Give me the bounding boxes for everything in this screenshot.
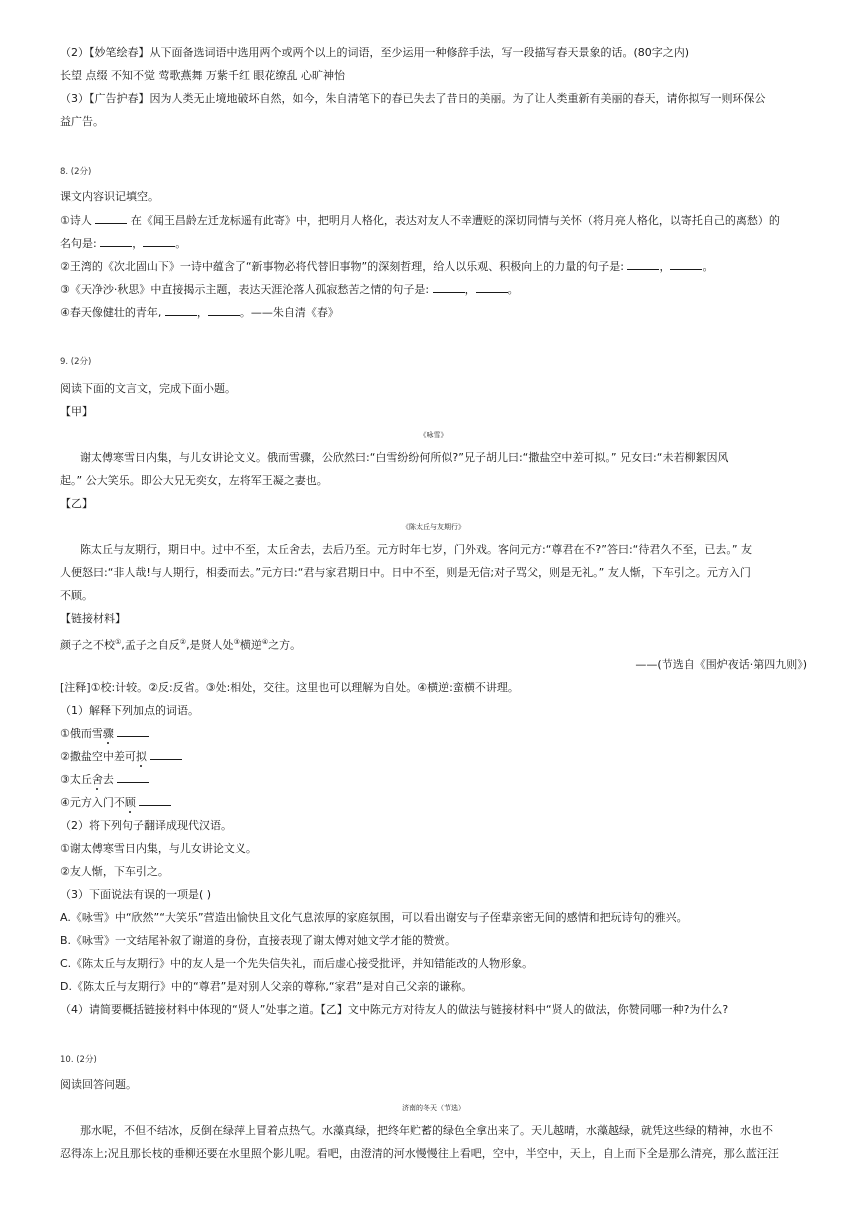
q7-word-bank: 长望 点缀 不知不觉 莺歌燕舞 万紫千红 眼花缭乱 心旷神怡 — [60, 69, 345, 82]
q9-notes: [注释]①校:计较。②反:反省。③处:相处，交往。这里也可以理解为自处。④横逆:蛮横不讲理。 — [60, 681, 519, 694]
q9-translate2: ②友人惭，下车引之。 — [60, 865, 169, 878]
q8-line5-end: 。——朱自清《春》 — [239, 306, 339, 319]
footnote-marker: ③ — [233, 638, 240, 646]
q8-line2-a: 名句是: — [60, 237, 97, 250]
q9-jia-label: 【甲】 — [60, 405, 93, 418]
dotted-word: 拟 — [135, 750, 147, 763]
q9-word3 — [60, 772, 149, 788]
link-text-part: 横逆 — [239, 638, 262, 652]
q9-link-text — [60, 634, 301, 654]
q7-item3-line2: 益广告。 — [60, 115, 104, 128]
word-text: ④元方入门不 — [60, 796, 125, 809]
word-text: ①俄而雪 — [60, 727, 103, 740]
q10-title: 济南的冬天（节选） — [402, 1104, 465, 1112]
answer-blank[interactable] — [117, 726, 149, 737]
q9-sub2: （2）将下列句子翻译成现代汉语。 — [60, 819, 232, 832]
word-text: ②撒盐空中差可 — [60, 750, 136, 763]
q9-word1 — [60, 726, 149, 742]
answer-blank[interactable] — [670, 259, 702, 270]
period: 。 — [702, 260, 714, 273]
q9-p1-line1: 谢太傅寒雪日内集，与儿女讲论文义。俄而雪骤，公欣然曰:“白雪纷纷何所似?”兄子胡儿曰:“撒盐空中差可拟。” 兄女曰:“未若柳絮因风 — [80, 451, 729, 464]
word-text: ③太丘 — [60, 773, 92, 786]
q8-line4 — [60, 282, 519, 298]
word-text: 去 — [102, 773, 114, 786]
q9-title1: 《咏雪》 — [419, 431, 448, 439]
link-text-part: 之方。 — [268, 638, 302, 652]
q8-header: 8. (2分) — [60, 167, 92, 177]
q9-option-d[interactable]: D.《陈太丘与友期行》中的“尊君”是对别人父亲的尊称,“家君”是对自己父亲的谦称。 — [60, 980, 473, 993]
q9-source: ——(节选自《围炉夜话·第四九则》) — [635, 658, 807, 671]
footnote-marker: ① — [115, 638, 122, 646]
answer-blank[interactable] — [433, 282, 465, 293]
q9-option-c[interactable]: C.《陈太丘与友期行》中的友人是一个先失信失礼，而后虚心接受批评，并知错能改的人物形象。 — [60, 957, 534, 970]
q9-link-label: 【链接材料】 — [60, 612, 126, 625]
answer-blank[interactable] — [139, 795, 171, 806]
q9-intro: 阅读下面的文言文，完成下面小题。 — [60, 382, 236, 395]
q8-line1-b: 在《闻王昌龄左迁龙标遥有此寄》中，把明月人格化，表达对友人不幸遭贬的深切同情与关怀（将月亮人格化，以寄托自己的离愁）的 — [130, 214, 780, 227]
q8-line3-a: ②王湾的《次北固山下》一诗中蕴含了“新事物必将代替旧事物”的深刻哲理，给人以乐观、积极向上的力量的句子是: — [60, 260, 624, 273]
q9-header: 9. (2分) — [60, 357, 92, 367]
period: 。 — [507, 283, 519, 296]
q9-p1-line2: 起。” 公大笑乐。即公大兄无奕女，左将军王凝之妻也。 — [60, 474, 328, 487]
answer-blank[interactable] — [476, 282, 508, 293]
q9-word2 — [60, 749, 182, 765]
q9-sub4: （4）请简要概括链接材料中体现的“贤人”处事之道。【乙】文中陈元方对待友人的做法与链接材料中“贤人的做法，你赞同哪一种?为什么? — [60, 1003, 729, 1016]
answer-blank[interactable] — [143, 236, 175, 247]
comma: ， — [464, 283, 476, 296]
q10-p-line2: 忍得冻上;况且那长枝的垂柳还要在水里照个影儿呢。看吧，由澄清的河水慢慢往上看吧，空中，半空中，天上，自上而下全是那么清亮，那么蓝汪汪 — [60, 1147, 779, 1160]
comma: ， — [659, 260, 671, 273]
q9-p2-line1: 陈太丘与友期行，期日中。过中不至，太丘舍去，去后乃至。元方时年七岁，门外戏。客问元方:“尊君在不?”答曰:“待君久不至，已去。” 友 — [80, 543, 753, 556]
q8-line5 — [60, 305, 339, 321]
q8-line5-a: ④春天像健壮的青年, — [60, 306, 162, 319]
q10-p-line1: 那水呢，不但不结冰，反倒在绿萍上冒着点热气。水藻真绿，把终年贮蓄的绿色全拿出来了。天儿越晴，水藻越绿，就凭这些绿的精神，水也不 — [80, 1124, 773, 1137]
q9-p2-line3: 不顾。 — [60, 589, 93, 602]
period: 。 — [175, 237, 187, 250]
q9-sub1: （1）解释下列加点的词语。 — [60, 704, 199, 717]
q7-item3-line1: （3）【广告护春】因为人类无止境地破坏自然，如今，朱自清笔下的春已失去了昔日的美丽。为了让人类重新有美丽的春天，请你拟写一则环保公 — [60, 92, 766, 105]
q9-option-b[interactable]: B.《咏雪》一文结尾补叙了谢道的身份，直接表现了谢太傅对她文学才能的赞赏。 — [60, 934, 457, 947]
answer-blank[interactable] — [95, 213, 127, 224]
q9-title2: 《陈太丘与友期行》 — [402, 523, 465, 531]
footnote-marker: ④ — [261, 638, 269, 646]
answer-blank[interactable] — [165, 305, 197, 316]
footnote-marker: ② — [179, 638, 187, 646]
q9-p2-line2: 人便怒曰:“非人哉!与人期行，相委而去。”元方曰:“君与家君期日中。日中不至，则是无信;对子骂父，则是无礼。” 友人惭，下车引之。元方入门 — [60, 566, 751, 579]
dotted-word: 顾 — [124, 796, 136, 809]
q8-line1-a: ①诗人 — [60, 214, 92, 227]
answer-blank[interactable] — [150, 749, 182, 760]
link-text-part: ,是贤人处 — [186, 638, 234, 652]
q8-intro: 课文内容识记填空。 — [60, 190, 159, 203]
q9-option-a[interactable]: A.《咏雪》中“欣然”“大笑乐”营造出愉快且文化气息浓厚的家庭氛围，可以看出谢安与子侄辈亲密无间的感情和把玩诗句的雅兴。 — [60, 911, 688, 924]
q9-word4 — [60, 795, 171, 811]
answer-blank[interactable] — [208, 305, 240, 316]
answer-blank[interactable] — [117, 772, 149, 783]
q7-item2: （2）【妙笔绘春】从下面备选词语中选用两个或两个以上的词语，至少运用一种修辞手法，写一段描写春天景象的话。(80字之内) — [60, 46, 690, 59]
q8-line2 — [60, 236, 186, 252]
q8-line4-a: ③《天净沙·秋思》中直接揭示主题，表达天涯沦落人孤寂愁苦之情的句子是: — [60, 283, 430, 296]
dotted-word: 舍 — [91, 773, 103, 786]
answer-blank[interactable] — [627, 259, 659, 270]
answer-blank[interactable] — [100, 236, 132, 247]
q10-intro: 阅读回答问题。 — [60, 1078, 137, 1091]
comma: ， — [196, 306, 208, 319]
q8-line3 — [60, 259, 713, 275]
q9-translate1: ①谢太傅寒雪日内集，与儿女讲论文义。 — [60, 842, 257, 855]
link-text-part: 颜子之不校 — [60, 638, 115, 652]
link-text-part: ,孟子之自反 — [121, 638, 180, 652]
q9-yi-label: 【乙】 — [60, 497, 93, 510]
comma: ， — [132, 237, 144, 250]
dotted-word: 骤 — [102, 727, 114, 740]
q8-line1 — [60, 213, 780, 229]
q10-header: 10. (2分) — [60, 1055, 97, 1065]
q9-sub3: （3）下面说法有误的一项是( ) — [60, 888, 212, 901]
